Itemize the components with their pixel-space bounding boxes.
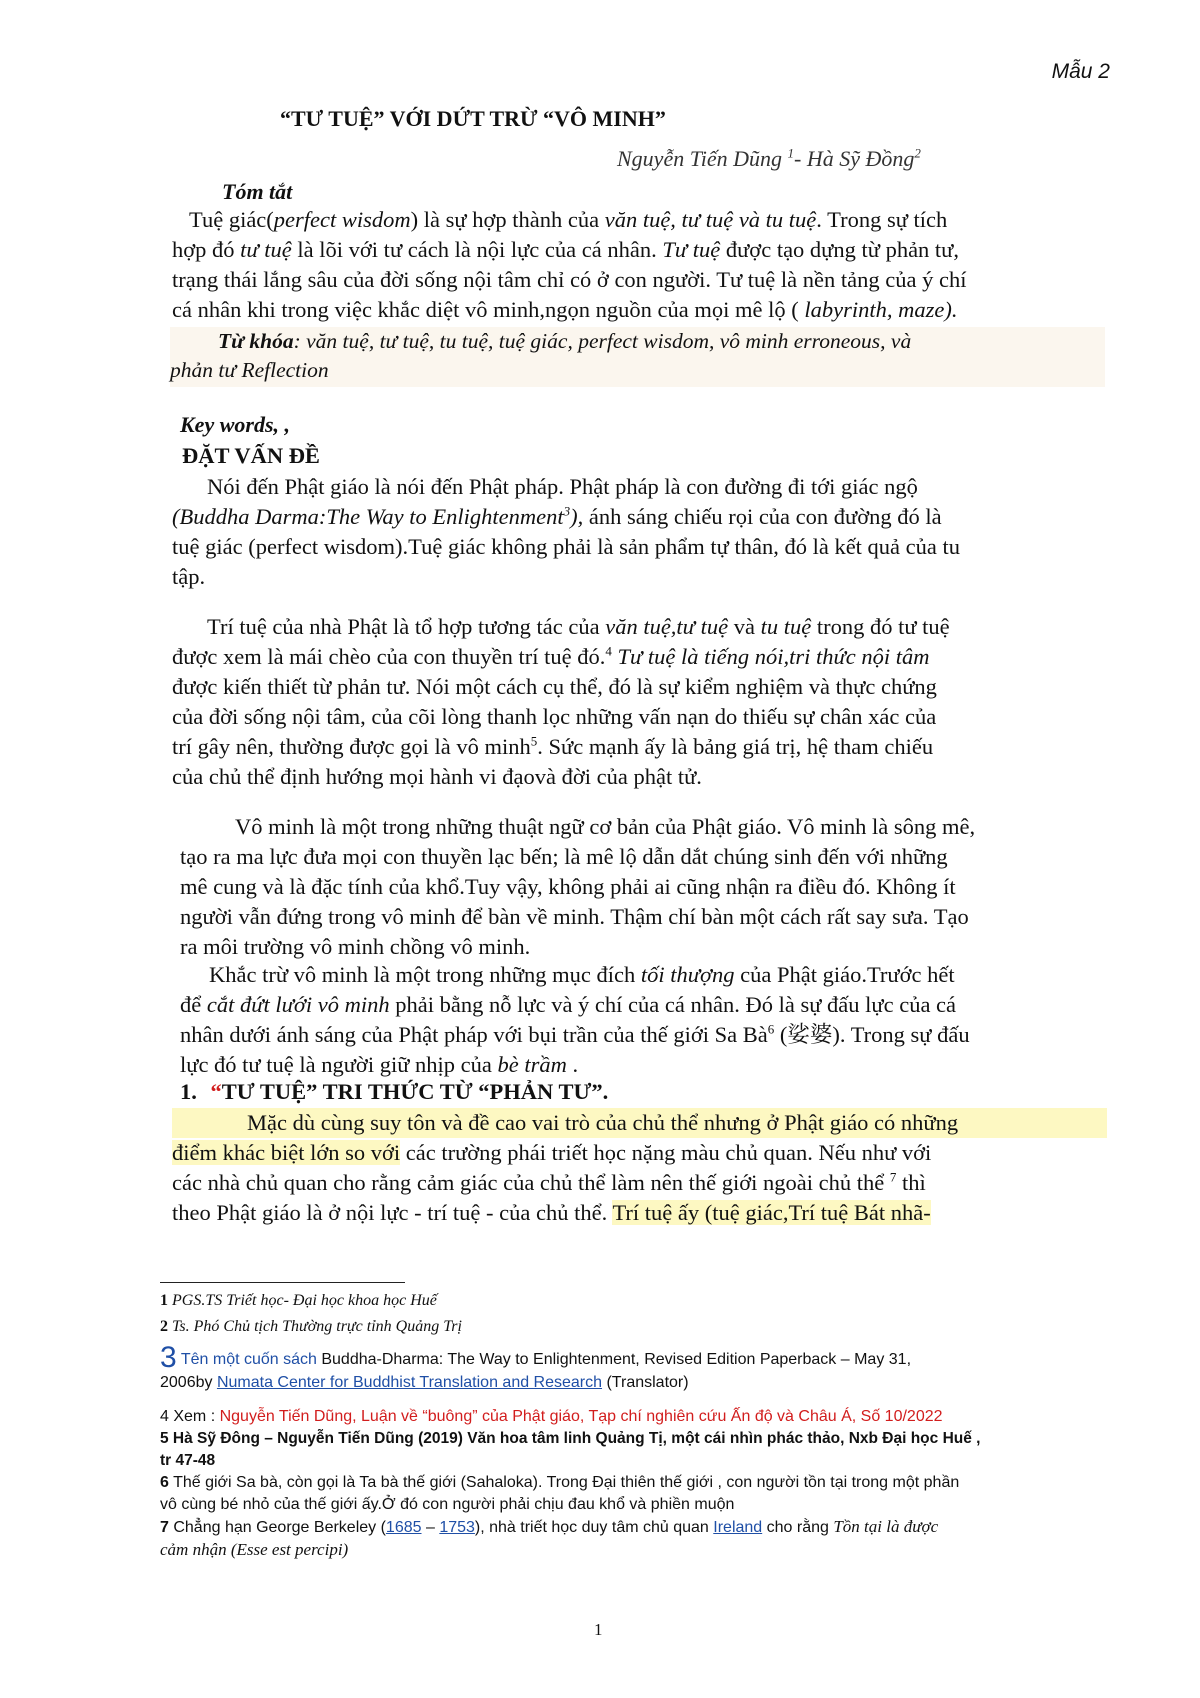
section-1-heading: 1. “TƯ TUỆ” TRI THỨC TỪ “PHẢN TƯ”. — [180, 1079, 609, 1104]
paragraph-2: Trí tuệ của nhà Phật là tổ hợp tương tác của văn tuệ,tư tuệ và tu tuệ trong đó tư tuệ được xem là mái chèo của con thuyền trí tuệ đó.$^4$ Tư tuệ là tiếng nói,tri thức nội tâm được kiến thiết từ phản tư. Nói một cách cụ thể, đó là sự kiểm nghiệm và thực chứng của đời sống nội tâm, của cõi lòng thanh lọc những vấn nạn do thiếu sự chân xác của trí gây nên, thường được gọi là vô minh$^5$. Sức mạnh ấy là bảng giá trị, hệ tham chiếu của chủ thể định hướng mọi hành vi đạovà đời của phật tử. — [172, 614, 950, 789]
abstract-body — [172, 205, 1102, 325]
footnote-7: 7 Chẳng hạn George Berkeley (1685 – 1753), nhà triết học duy tâm chủ quan Ireland cho rằng Tồn tại là được — [160, 1517, 939, 1536]
section-1-body: Mặc dù cùng suy tôn và đề cao vai trò của chủ thể nhưng ở Phật giáo có những điểm khác biệt lớn so với các trường phái triết học nặng màu chủ quan. Nếu như với các nhà chủ quan cho rằng cảm giác của chủ thể làm nên thế giới ngoài chủ thể $^7$ thì theo Phật giáo là ở nội lực - trí tuệ - của chủ thể. Trí tuệ ấy (tuệ giác,Trí tuệ Bát nhã- — [172, 1108, 1107, 1228]
paragraph-1: Nói đến Phật giáo là nói đến Phật pháp. Phật pháp là con đường đi tới giác ngộ (Buddha Darma:The Way to Enlightenment$^3$), ánh sáng chiếu rọi của con đường đó là tuệ giác (perfect wisdom).Tuệ giác không phải là sản phẩm tự thân, đó là kết quả của tu tập. — [172, 474, 961, 589]
abstract-heading: Tóm tắt — [222, 179, 293, 204]
author-1: Nguyễn Tiến Dũng — [617, 146, 788, 171]
footnote-3: 3 Tên một cuốn sách Buddha-Dharma: The Way to Enlightenment, Revised Edition Paperback – May 31, — [160, 1341, 912, 1374]
section-1-number: 1. — [180, 1079, 197, 1104]
footnote-6-cont: vô cùng bé nhỏ của thế giới ấy.Ở đó con người phải chịu đau khổ và phiền muộn — [160, 1496, 735, 1513]
authors — [617, 146, 921, 172]
footnote-5-cont: tr 47-48 — [160, 1452, 216, 1469]
footnote-2: 2 Ts. Phó Chủ tịch Thường trực tỉnh Quảng Trị — [160, 1318, 462, 1335]
footnote-4: 4 Xem : Nguyễn Tiến Dũng, Luận về “buông” của Phật giáo, Tạp chí nghiên cứu Ấn độ và Châu Á, Số 10/2022 — [160, 1408, 943, 1425]
footnote-1: 1 PGS.TS Triết học- Đại học khoa học Huế — [160, 1292, 437, 1309]
keywords-box — [170, 327, 1105, 387]
footnote-7-cont: cảm nhận (Esse est percipi) — [160, 1540, 349, 1559]
author-2: - Hà Sỹ Đồng — [794, 146, 915, 171]
footnote-ref-7[interactable]: 7 — [889, 1169, 897, 1185]
paragraph-4: Khắc trừ vô minh là một trong những mục đích tối thượng của Phật giáo.Trước hết để cắt đứt lưới vô minh phải bằng nỗ lực và ý chí của cá nhân. Đó là sự đấu lực của cá nhân dưới ánh sáng của Phật pháp với bụi trần của thế giới Sa $Bà^6$ (娑婆). Trong sự đấu lực đó tư tuệ là người giữ nhịp của bè trầm . — [180, 962, 970, 1077]
footnote-5: 5 Hà Sỹ Đông – Nguyễn Tiến Dũng (2019) Văn hoa tâm linh Quảng Tị, một cái nhìn phác thảo, Nxb Đại học Huế , — [160, 1430, 981, 1447]
author-2-ref[interactable]: 2 — [914, 145, 921, 161]
footnote-3-cont: 2006by Numata Center for Buddhist Translation and Research (Translator) — [160, 1374, 689, 1391]
ireland-link[interactable]: Ireland — [713, 1519, 763, 1536]
keywords-list: : văn tuệ, tư tuệ, tu tuệ, tuệ giác, perfect wisdom, vô minh erroneous, và — [293, 329, 912, 353]
page-title: “TƯ TUỆ” VỚI DỨT TRỪ “VÔ MINH” — [280, 106, 666, 131]
abstract-line: trạng thái lắng sâu của đời sống nội tâm chỉ có ở con người. Tư tuệ là nền tảng của ý chí — [172, 267, 967, 292]
keywords-list-cont: phản tư Reflection — [170, 358, 329, 382]
year-1685-link[interactable]: 1685 — [385, 1519, 422, 1536]
footnote-ref-4[interactable]: 4 — [605, 643, 612, 659]
year-1753-link[interactable]: 1753 — [439, 1519, 475, 1536]
abstract-line: cá nhân khi trong việc khắc diệt vô minh,ngọn nguồn của mọi mê lộ ( labyrinth, maze). — [172, 297, 958, 322]
abstract-line: hợp đó tư tuệ là lõi với tư cách là nội lực của cá nhân. Tư tuệ được tạo dựng từ phản tư, — [172, 237, 960, 262]
footnote-ref-5[interactable]: 5 — [530, 733, 538, 749]
numata-center-link[interactable]: Numata Center for Buddhist Translation and Research — [216, 1374, 603, 1391]
key-words-en: Key words, , — [180, 412, 290, 437]
footnote-ref-3[interactable]: 3 — [563, 503, 571, 519]
footnote-separator — [160, 1282, 405, 1283]
template-label: Mẫu 2 — [1051, 60, 1110, 83]
footnote-6: 6 Thế giới Sa bà, còn gọi là Ta bà thế giới (Sahaloka). Trong Đại thiên thế giới , con người tồn tại trong một phần — [160, 1474, 960, 1491]
keywords-label: Từ khóa — [218, 329, 294, 353]
footnote-ref-6[interactable]: 6 — [767, 1021, 775, 1037]
section-heading: ĐẶT VẤN ĐỀ — [182, 443, 320, 468]
footnotes — [160, 1290, 1105, 1561]
page-number: 1 — [594, 1620, 603, 1639]
paragraph-3: Vô minh là một trong những thuật ngữ cơ bản của Phật giáo. Vô minh là sông mê, tạo ra ma lực đưa mọi con thuyền lạc bến; là mê lộ dẫn dắt chúng sinh đến với những mê cung và là đặc tính của khổ.Tuy vậy, không phải ai cũng nhận ra điều đó. Không ít người vẫn đứng trong vô minh để bàn về minh. Thậm chí bàn một cách rất say sưa. Tạo ra môi trường vô minh chồng vô minh. — [180, 814, 976, 959]
author-1-ref[interactable]: 1 — [787, 145, 794, 161]
abstract-line: Tuệ giác(perfect wisdom) là sự hợp thành của văn tuệ, tư tuệ và tu tuệ. Trong sự tích — [189, 207, 948, 232]
